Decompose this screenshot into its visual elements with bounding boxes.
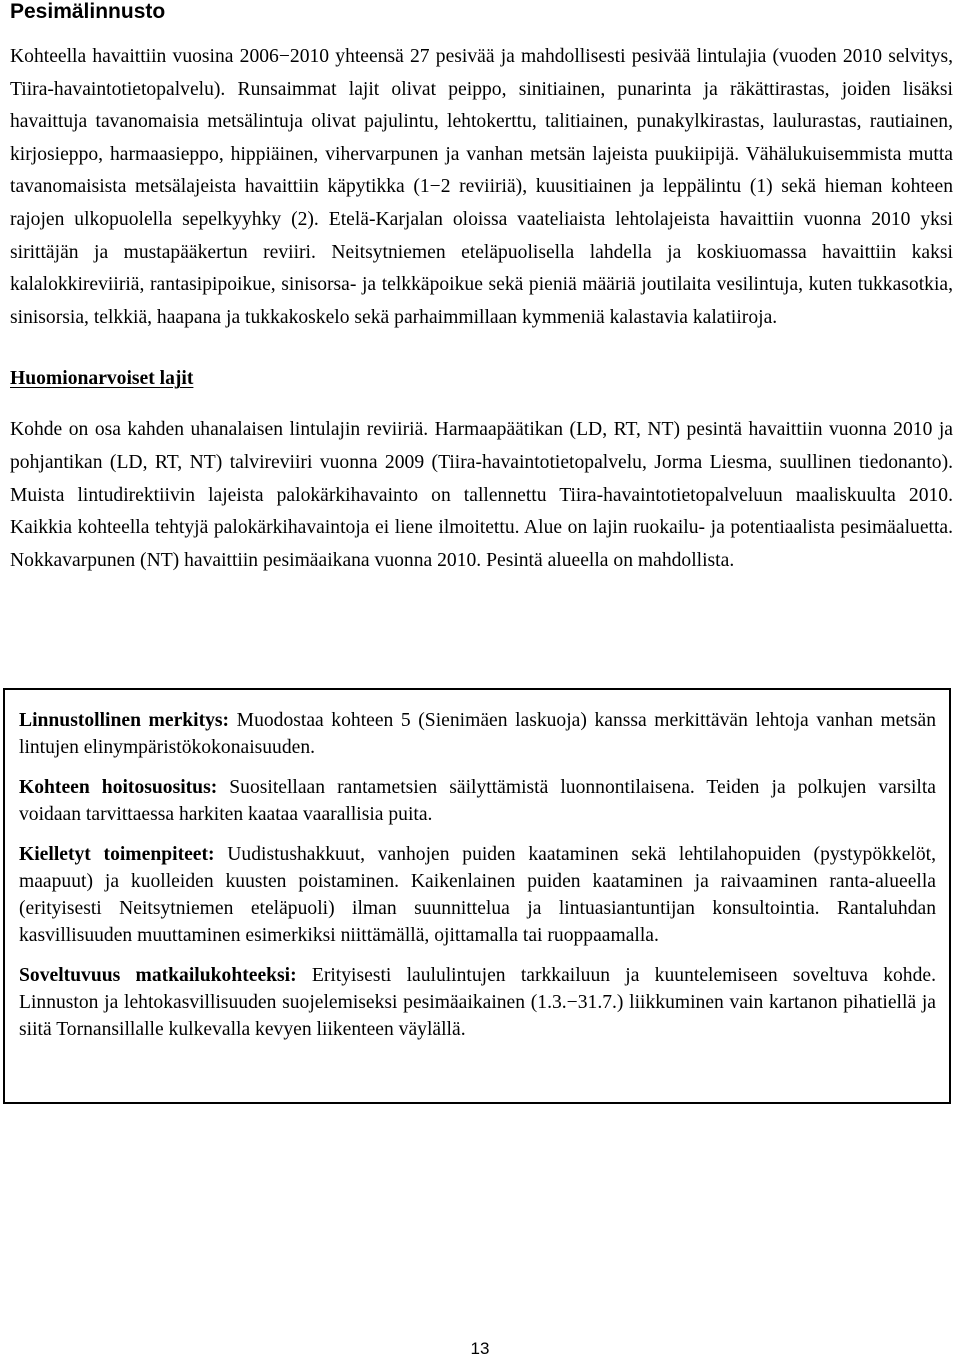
recommendation-label: Kohteen hoitosuositus:: [19, 777, 218, 798]
significance-item: [19, 707, 936, 761]
significance-text: Muodostaa kohteen 5 (Sienimäen laskuoja) kanssa merkittävän lehtoja vanhan metsän lintujen elinympäristökokonaisuuden.: [19, 710, 936, 758]
breeding-birds-paragraph: Kohteella havaittiin vuosina 2006−2010 yhteensä 27 pesivää ja mahdollisesti pesivää lintulajia (vuoden 2010 selvitys, Tiira-havaintotietopalvelu). Runsaimmat lajit olivat peippo, sinitiainen, punarinta ja räkättirastas, joiden lisäksi havaittuja tavanomaisia metsälintuja olivat pajulintu, lehtokerttu, talitiainen, punakylkirastas, laulurastas, rautiainen, kirjosieppo, harmaasieppo, hippiäinen, vihervarpunen ja vanhan metsän lajeista puukiipijä. Vähälukuisemmista mutta tavanomaisista metsälajeista havaittiin käpytikka (1−2 reviiriä), kuusitiainen ja leppälintu (1) sekä hieman kohteen rajojen ulkopuolella sepelkyyhky (2). Etelä-Karjalan oloissa vaateliaista lehtolajeista havaittiin vuonna 2010 yksi sirittäjän ja mustapääkertun reviiri. Neitsytniemen eteläpuolisella lahdella ja koskiuomassa havaittiin kaksi kalalokkireviiriä, rantasipipoikue, sinisorsa- ja telkkäpoikue sekä pieniä määriä joutilaita vesilintuja, kuten tukkasotkia, sinisorsia, telkkiä, haapana ja tukkakoskelo sekä parhaimmillaan kymmeniä kalastavia kalatiiroja.: [10, 46, 953, 328]
significance-label: Linnustollinen merkitys:: [19, 710, 230, 731]
notable-species-title: Huomionarvoiset lajit: [10, 368, 194, 390]
summary-box: [3, 688, 951, 1104]
page-number: 13: [470, 1339, 490, 1358]
tourism-suitability-text: Erityisesti laululintujen tarkkailuun ja kuuntelemiseen soveltuva kohde. Linnuston ja lehtokasvillisuuden suojelemiseksi pesimäaikainen (1.3.−31.7.) liikkuminen vain kartanon pihatiellä ja siitä Tornansillalle kulkevalla kevyen liikenteen väylällä.: [19, 965, 936, 1040]
section-title: Pesimälinnusto: [10, 0, 166, 23]
prohibited-actions-text: Uudistushakkuut, vanhojen puiden kaataminen sekä lehtilahopuiden (pystypökkelöt, maapuut) ja kuolleiden kuusten poistaminen. Kaikenlainen puiden kaataminen ja raivaaminen ranta-alueella (erityisesti Neitsytniemen eteläpuoli) ilman suunnittelua ja lintuasiantuntijan konsultointia. Rantaluhdan kasvillisuuden muuttaminen esimerkiksi niittämällä, ojittamalla tai ruoppaamalla.: [19, 844, 936, 946]
notable-species-paragraph: Kohde on osa kahden uhanalaisen lintulajin reviiriä. Harmaapäätikan (LD, RT, NT) pesintä havaittiin vuonna 2010 ja pohjantikan (LD, RT, NT) talvireviiri vuonna 2009 (Tiira-havaintotietopalvelu, Jorma Liesma, suullinen tiedonanto). Muista lintudirektiivin lajeista palokärkihavainto on tallennettu Tiira-havaintotietopalveluun maaliskuulta 2010. Kaikkia kohteella tehtyjä palokärkihavaintoja ei liene ilmoitettu. Alue on lajin ruokailu- ja potentiaalista pesimäaluetta. Nokkavarpunen (NT) havaittiin pesimäaikana vuonna 2010. Pesintä alueella on mahdollista.: [10, 419, 953, 571]
document-page: [10, 0, 953, 577]
recommendation-item: [19, 774, 936, 828]
tourism-suitability-label: Soveltuvuus matkailukohteeksi:: [19, 965, 297, 986]
tourism-suitability-item: [19, 962, 936, 1043]
prohibited-actions-item: [19, 841, 936, 949]
recommendation-text: Suositellaan rantametsien säilyttämistä luonnontilaisena. Teiden ja polkujen varsilta voidaan tarvittaessa harkiten kaataa vaarallisia puita.: [19, 777, 936, 825]
prohibited-actions-label: Kielletyt toimenpiteet:: [19, 844, 215, 865]
